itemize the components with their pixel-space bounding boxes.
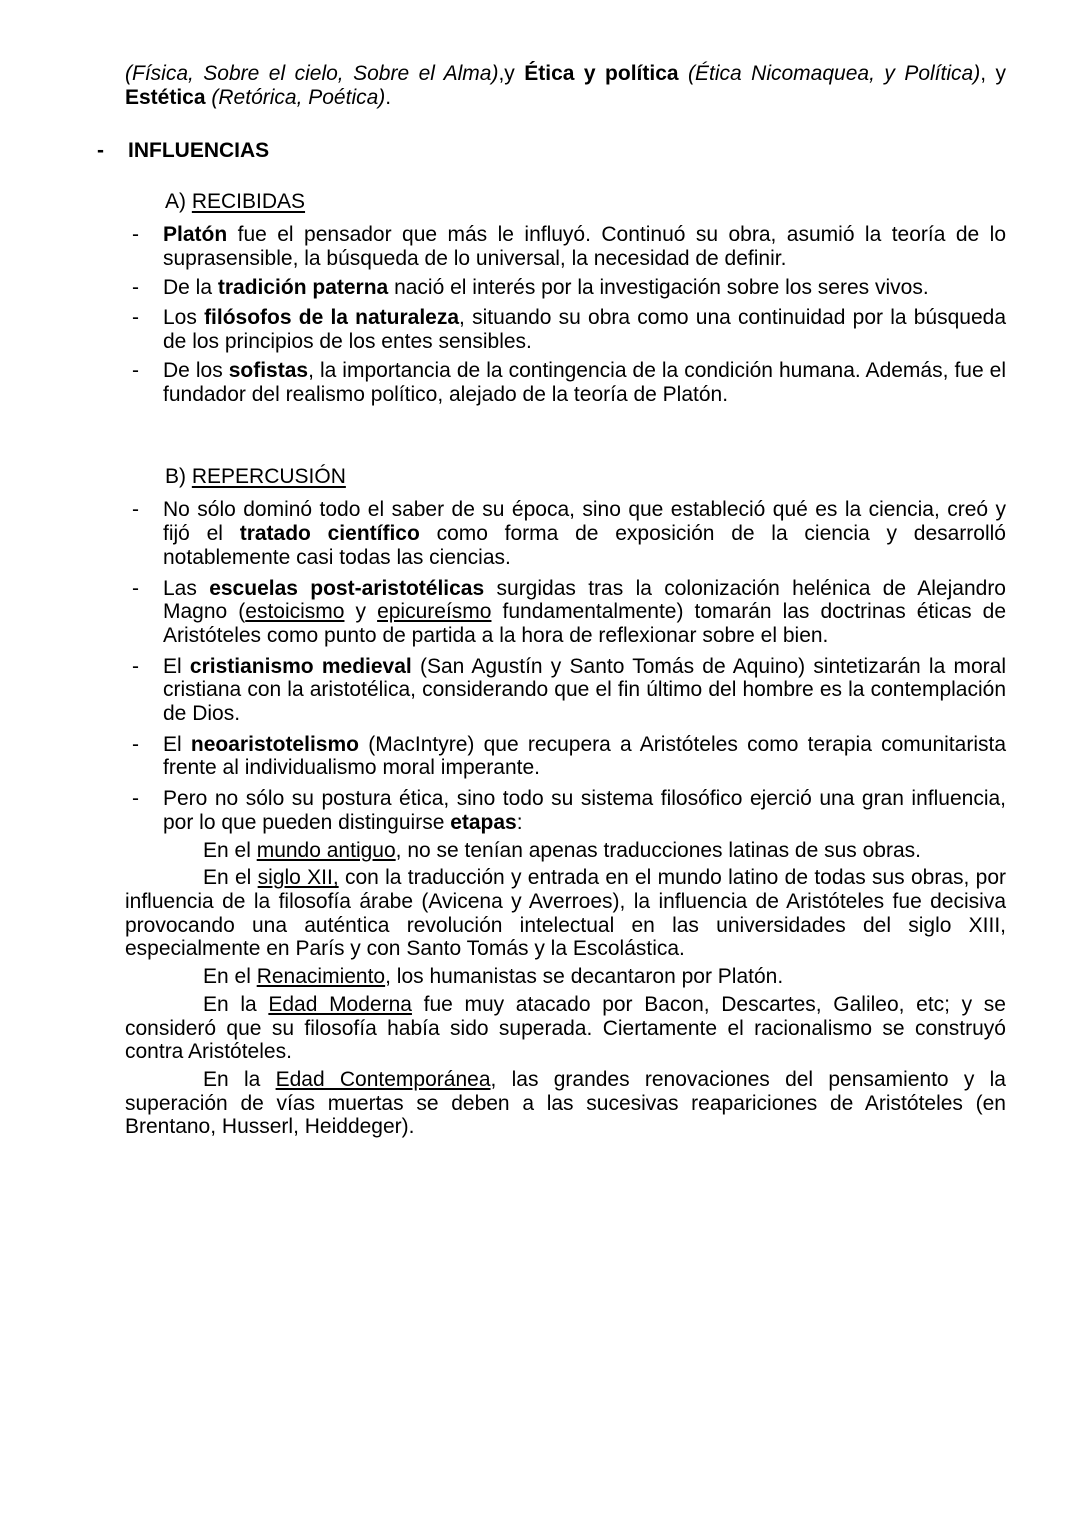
stages-paragraph-group [125, 839, 1006, 1139]
bullet-item [125, 498, 1006, 569]
bullet-text: Pero no sólo su postura ética, sino todo su sistema filosófico ejerció una gran influencia, por lo que pueden distinguirse etapas: [163, 787, 1006, 834]
bullet-item [125, 276, 1006, 300]
stage-paragraph: En la Edad Moderna fue muy atacado por Bacon, Descartes, Galileo, etc; y se consideró que su filosofía había sido superada. Ciertamente el racionalismo se construyó contra Aristóteles. [125, 992, 1006, 1064]
bullet-dash: - [132, 787, 139, 811]
bullet-text: El neoaristotelismo (MacIntyre) que recupera a Aristóteles como terapia comunitarista frente al individualismo moral imperante. [163, 732, 1006, 780]
bullet-dash: - [132, 276, 139, 300]
bullet-dash: - [132, 498, 139, 522]
bullet-dash: - [132, 305, 139, 329]
section-a-bullet-list [125, 223, 1006, 407]
section-b-heading [165, 465, 1006, 489]
influencias-heading [97, 139, 1006, 163]
bullet-item [125, 306, 1006, 353]
section-b-bullet-list [125, 498, 1006, 834]
intro-paragraph: (Física, Sobre el cielo, Sobre el Alma),y Ética y política (Ética Nicomaquea, y Política), y Estética (Retórica, Poética). [125, 62, 1006, 109]
stage-paragraph: En el mundo antiguo, no se tenían apenas traducciones latinas de sus obras. [203, 838, 921, 862]
section-b-label: B) [165, 464, 186, 488]
bullet-text: De los sofistas, la importancia de la contingencia de la condición humana. Además, fue el fundador del realismo político, alejado de la teoría de Platón. [163, 359, 1006, 407]
bullet-text: De la tradición paterna nació el interés por la investigación sobre los seres vivos. [163, 276, 929, 300]
list-dash: - [97, 139, 104, 163]
bullet-text: Los filósofos de la naturaleza, situando su obra como una continuidad por la búsqueda de los principios de los entes sensibles. [163, 305, 1006, 353]
bullet-dash: - [132, 359, 139, 383]
bullet-item [125, 359, 1006, 406]
stage-paragraph: En la Edad Contemporánea, las grandes renovaciones del pensamiento y la superación de vías muertas se deben a las sucesivas reapariciones de Aristóteles (en Brentano, Husserl, Heiddeger). [125, 1067, 1006, 1139]
bullet-item [125, 787, 1006, 834]
section-b-title: REPERCUSIÓN [191, 464, 346, 488]
stage-paragraph: En el Renacimiento, los humanistas se decantaron por Platón. [203, 965, 784, 989]
bullet-dash: - [132, 654, 139, 678]
bullet-item [125, 577, 1006, 648]
bullet-dash: - [132, 732, 139, 756]
bullet-item [125, 655, 1006, 726]
bullet-item [125, 733, 1006, 780]
bullet-text: Las escuelas post-aristotélicas surgidas tras la colonización helénica de Alejandro Magno (estoicismo y epicureísmo fundamentalmente) tomarán las doctrinas éticas de Aristóteles como punto de partida a la hora de reflexionar sobre el bien. [163, 576, 1007, 647]
bullet-dash: - [132, 222, 139, 246]
document-content [97, 62, 1007, 1139]
bullet-item [125, 223, 1006, 270]
section-a-label: A) [165, 190, 186, 214]
bullet-dash: - [132, 576, 139, 600]
stage-paragraph: En el siglo XII, con la traducción y entrada en el mundo latino de todas sus obras, por influencia de la filosofía árabe (Avicena y Averroes), la influencia de Aristóteles fue decisiva provocando una auténtica revolución intelectual en las universidades del siglo XIII, especialmente en París y con Santo Tomás y la Escolástica. [125, 866, 1007, 961]
section-a-title: RECIBIDAS [191, 190, 306, 214]
bullet-text: No sólo dominó todo el saber de su época, sino que estableció qué es la ciencia, creó y fijó el tratado científico como forma de exposición de la ciencia y desarrolló notablemente casi todas las ciencias. [163, 498, 1006, 569]
bullet-text: El cristianismo medieval (San Agustín y Santo Tomás de Aquino) sintetizarán la moral cristiana con la aristotélica, considerando que el fin último del hombre es la contemplación de Dios. [163, 654, 1007, 726]
bullet-text: Platón fue el pensador que más le influyó. Continuó su obra, asumió la teoría de lo suprasensible, la búsqueda de lo universal, la necesidad de definir. [163, 222, 1006, 270]
section-a-heading [165, 190, 1006, 214]
influencias-title: INFLUENCIAS [128, 139, 270, 163]
